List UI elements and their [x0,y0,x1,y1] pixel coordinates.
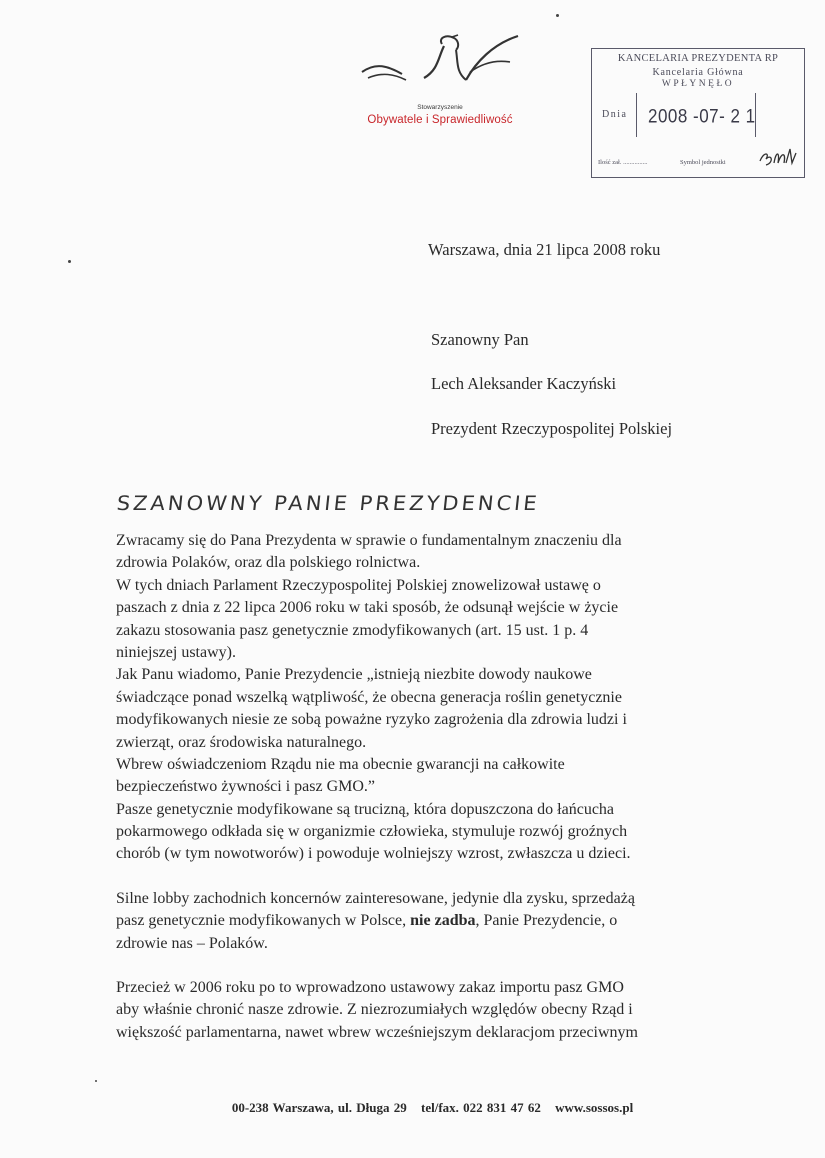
logo-small-caption: Stowarzyszenie [417,104,463,111]
body-text: , Panie Prezydencie, o [475,912,618,930]
stamp-handwritten-signature-icon [758,145,798,171]
footer-website: www.sossos.pl [555,1100,634,1115]
body-line: zdrowie nas – Polaków. [116,934,268,952]
stamp-attachments-field: Ilość zał. ............... [598,159,648,166]
footer-address: 00-238 Warszawa, ul. Długa 29 [231,1100,407,1115]
organization-logo [340,32,540,132]
body-line: W tych dniach Parlament Rzeczypospolitej Polskiej znowelizował ustawę o [116,576,601,594]
scan-speck [95,1080,97,1082]
body-text: pasz genetycznie modyfikowanych w Polsce, [116,912,411,930]
recipient-name: Lech Aleksander Kaczyński [431,374,617,393]
body-line [116,910,756,932]
letter-date: Warszawa, dnia 21 lipca 2008 roku [428,240,661,259]
body-line: zakazu stosowania pasz genetycznie zmodyfikowanych (art. 15 ust. 1 p. 4 [116,621,589,639]
body-line: świadczące ponad wszelką wątpliwość, że obecna generacja roślin genetycznie [116,688,622,706]
scan-speck [68,260,71,263]
handwritten-salutation: SZANOWNY PANIE PREZYDENCIE [115,492,541,515]
body-line: modyfikowanych niesie ze sobą poważne ryzyko zagrożenia dla zdrowia ludzi i [116,711,627,729]
body-line: większość parlamentarna, nawet wbrew wcześniejszym deklaracjom przeciwnym [116,1023,638,1041]
recipient-salutation: Szanowny Pan [431,330,529,349]
letter-footer [0,1100,825,1116]
footer-phone: tel/fax. 022 831 47 62 [421,1100,541,1115]
stamp-date-label: Dnia [602,109,628,120]
eagle-logo-icon [358,32,523,94]
body-line: zwierząt, oraz środowiska naturalnego. [116,733,367,751]
recipient-title: Prezydent Rzeczypospolitej Polskiej [431,419,673,438]
body-line: chorób (w tym nowotworów) i powoduje wolniejszy wzrost, zwłaszcza u dzieci. [116,845,631,863]
stamp-unit-symbol-field: Symbol jednostki [680,159,726,166]
stamp-received-label: WPŁYNĘŁO [661,79,735,89]
stamp-office-name: KANCELARIA PREZYDENTA RP [617,53,779,64]
body-line: bezpieczeństwo żywności i pasz GMO.” [116,778,376,796]
body-line: Jak Panu wiadomo, Panie Prezydencie „istnieją niezbite dowody naukowe [116,666,592,684]
body-line: pokarmowego odkłada się w organizmie człowieka, stymuluje rozwój groźnych [116,823,628,841]
body-line: Przecież w 2006 roku po to wprowadzono ustawowy zakaz importu pasz GMO [116,979,624,997]
stamp-date: 2008 -07- 2 1 [648,105,756,127]
body-bold-phrase: nie zadba [410,912,476,930]
body-line: zdrowia Polaków, oraz dla polskiego rolnictwa. [116,554,421,572]
body-line: Silne lobby zachodnich koncernów zainteresowane, jedynie dla zysku, sprzedażą [116,889,635,907]
body-line: Wbrew oświadczeniom Rządu nie ma obecnie gwarancji na całkowite [116,755,565,773]
body-line: Pasze genetycznie modyfikowane są trucizną, która dopuszczona do łańcucha [116,800,615,818]
body-line: Zwracamy się do Pana Prezydenta w sprawie o fundamentalnym znaczeniu dla [116,532,622,549]
scan-speck [556,14,559,17]
letter-body [116,530,756,1044]
body-line: niniejszej ustawy). [116,643,236,661]
received-stamp [591,48,805,178]
body-line: paszach z dnia z 22 lipca 2006 roku w taki sposób, że odsunął wejście w życie [116,599,619,617]
body-line: aby właśnie chronić nasze zdrowie. Z niezrozumiałych względów obecny Rząd i [116,1001,633,1019]
stamp-department: Kancelaria Główna [652,67,744,78]
logo-organization-name: Obywatele i Sprawiedliwość [367,114,513,126]
